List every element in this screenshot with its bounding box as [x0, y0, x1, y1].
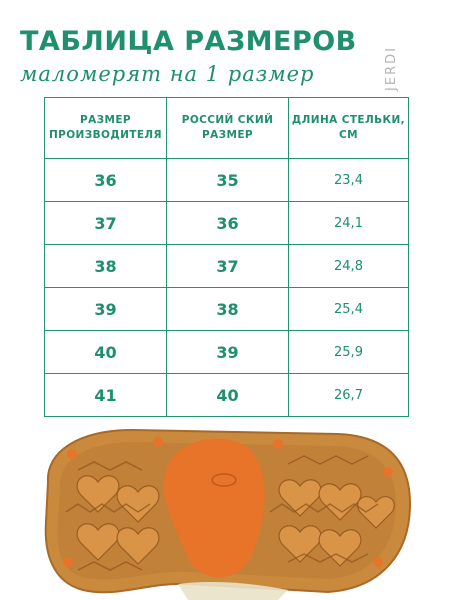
insole-length-cell: 24,1: [289, 202, 409, 245]
sole-accent-lug: [63, 557, 73, 567]
manufacturer-size-cell: 39: [45, 288, 167, 331]
sole-accent-lug: [273, 439, 283, 449]
table-row: [45, 202, 409, 245]
russian-size-cell: 39: [167, 331, 289, 374]
insole-length-cell: 25,4: [289, 288, 409, 331]
table-row: [45, 331, 409, 374]
sole-accent-lug: [373, 557, 383, 567]
sole-accent-lug: [383, 467, 393, 477]
header-insole-length: ДЛИНА СТЕЛЬКИ, СМ: [289, 98, 409, 159]
insole-length-cell: 26,7: [289, 374, 409, 417]
page-subtitle: маломерят на 1 размер: [20, 62, 315, 86]
manufacturer-size-cell: 36: [45, 159, 167, 202]
russian-size-cell: 40: [167, 374, 289, 417]
shoe-sole-illustration: [38, 412, 418, 600]
insole-length-cell: 24,8: [289, 245, 409, 288]
table-row: [45, 245, 409, 288]
table-row: [45, 374, 409, 417]
sole-accent-lug: [153, 437, 163, 447]
manufacturer-size-cell: 37: [45, 202, 167, 245]
russian-size-cell: 35: [167, 159, 289, 202]
manufacturer-size-cell: 41: [45, 374, 167, 417]
russian-size-cell: 38: [167, 288, 289, 331]
manufacturer-size-cell: 38: [45, 245, 167, 288]
russian-size-cell: 36: [167, 202, 289, 245]
size-table: [44, 97, 409, 417]
shoe-sole-image: [38, 412, 418, 600]
table-row: [45, 288, 409, 331]
header-manufacturer-size: РАЗМЕР ПРОИЗВОДИТЕЛЯ: [45, 98, 167, 159]
manufacturer-size-cell: 40: [45, 331, 167, 374]
sole-accent-lug: [67, 449, 77, 459]
table-row: [45, 159, 409, 202]
insole-length-cell: 23,4: [289, 159, 409, 202]
russian-size-cell: 37: [167, 245, 289, 288]
brand-logo: [380, 38, 402, 98]
page-title: ТАБЛИЦА РАЗМЕРОВ: [20, 26, 357, 57]
table-header-row: [45, 98, 409, 159]
insole-length-cell: 25,9: [289, 331, 409, 374]
header-russian-size: РОССИЙ СКИЙ РАЗМЕР: [167, 98, 289, 159]
brand-logo-text: JERDI: [383, 45, 399, 91]
